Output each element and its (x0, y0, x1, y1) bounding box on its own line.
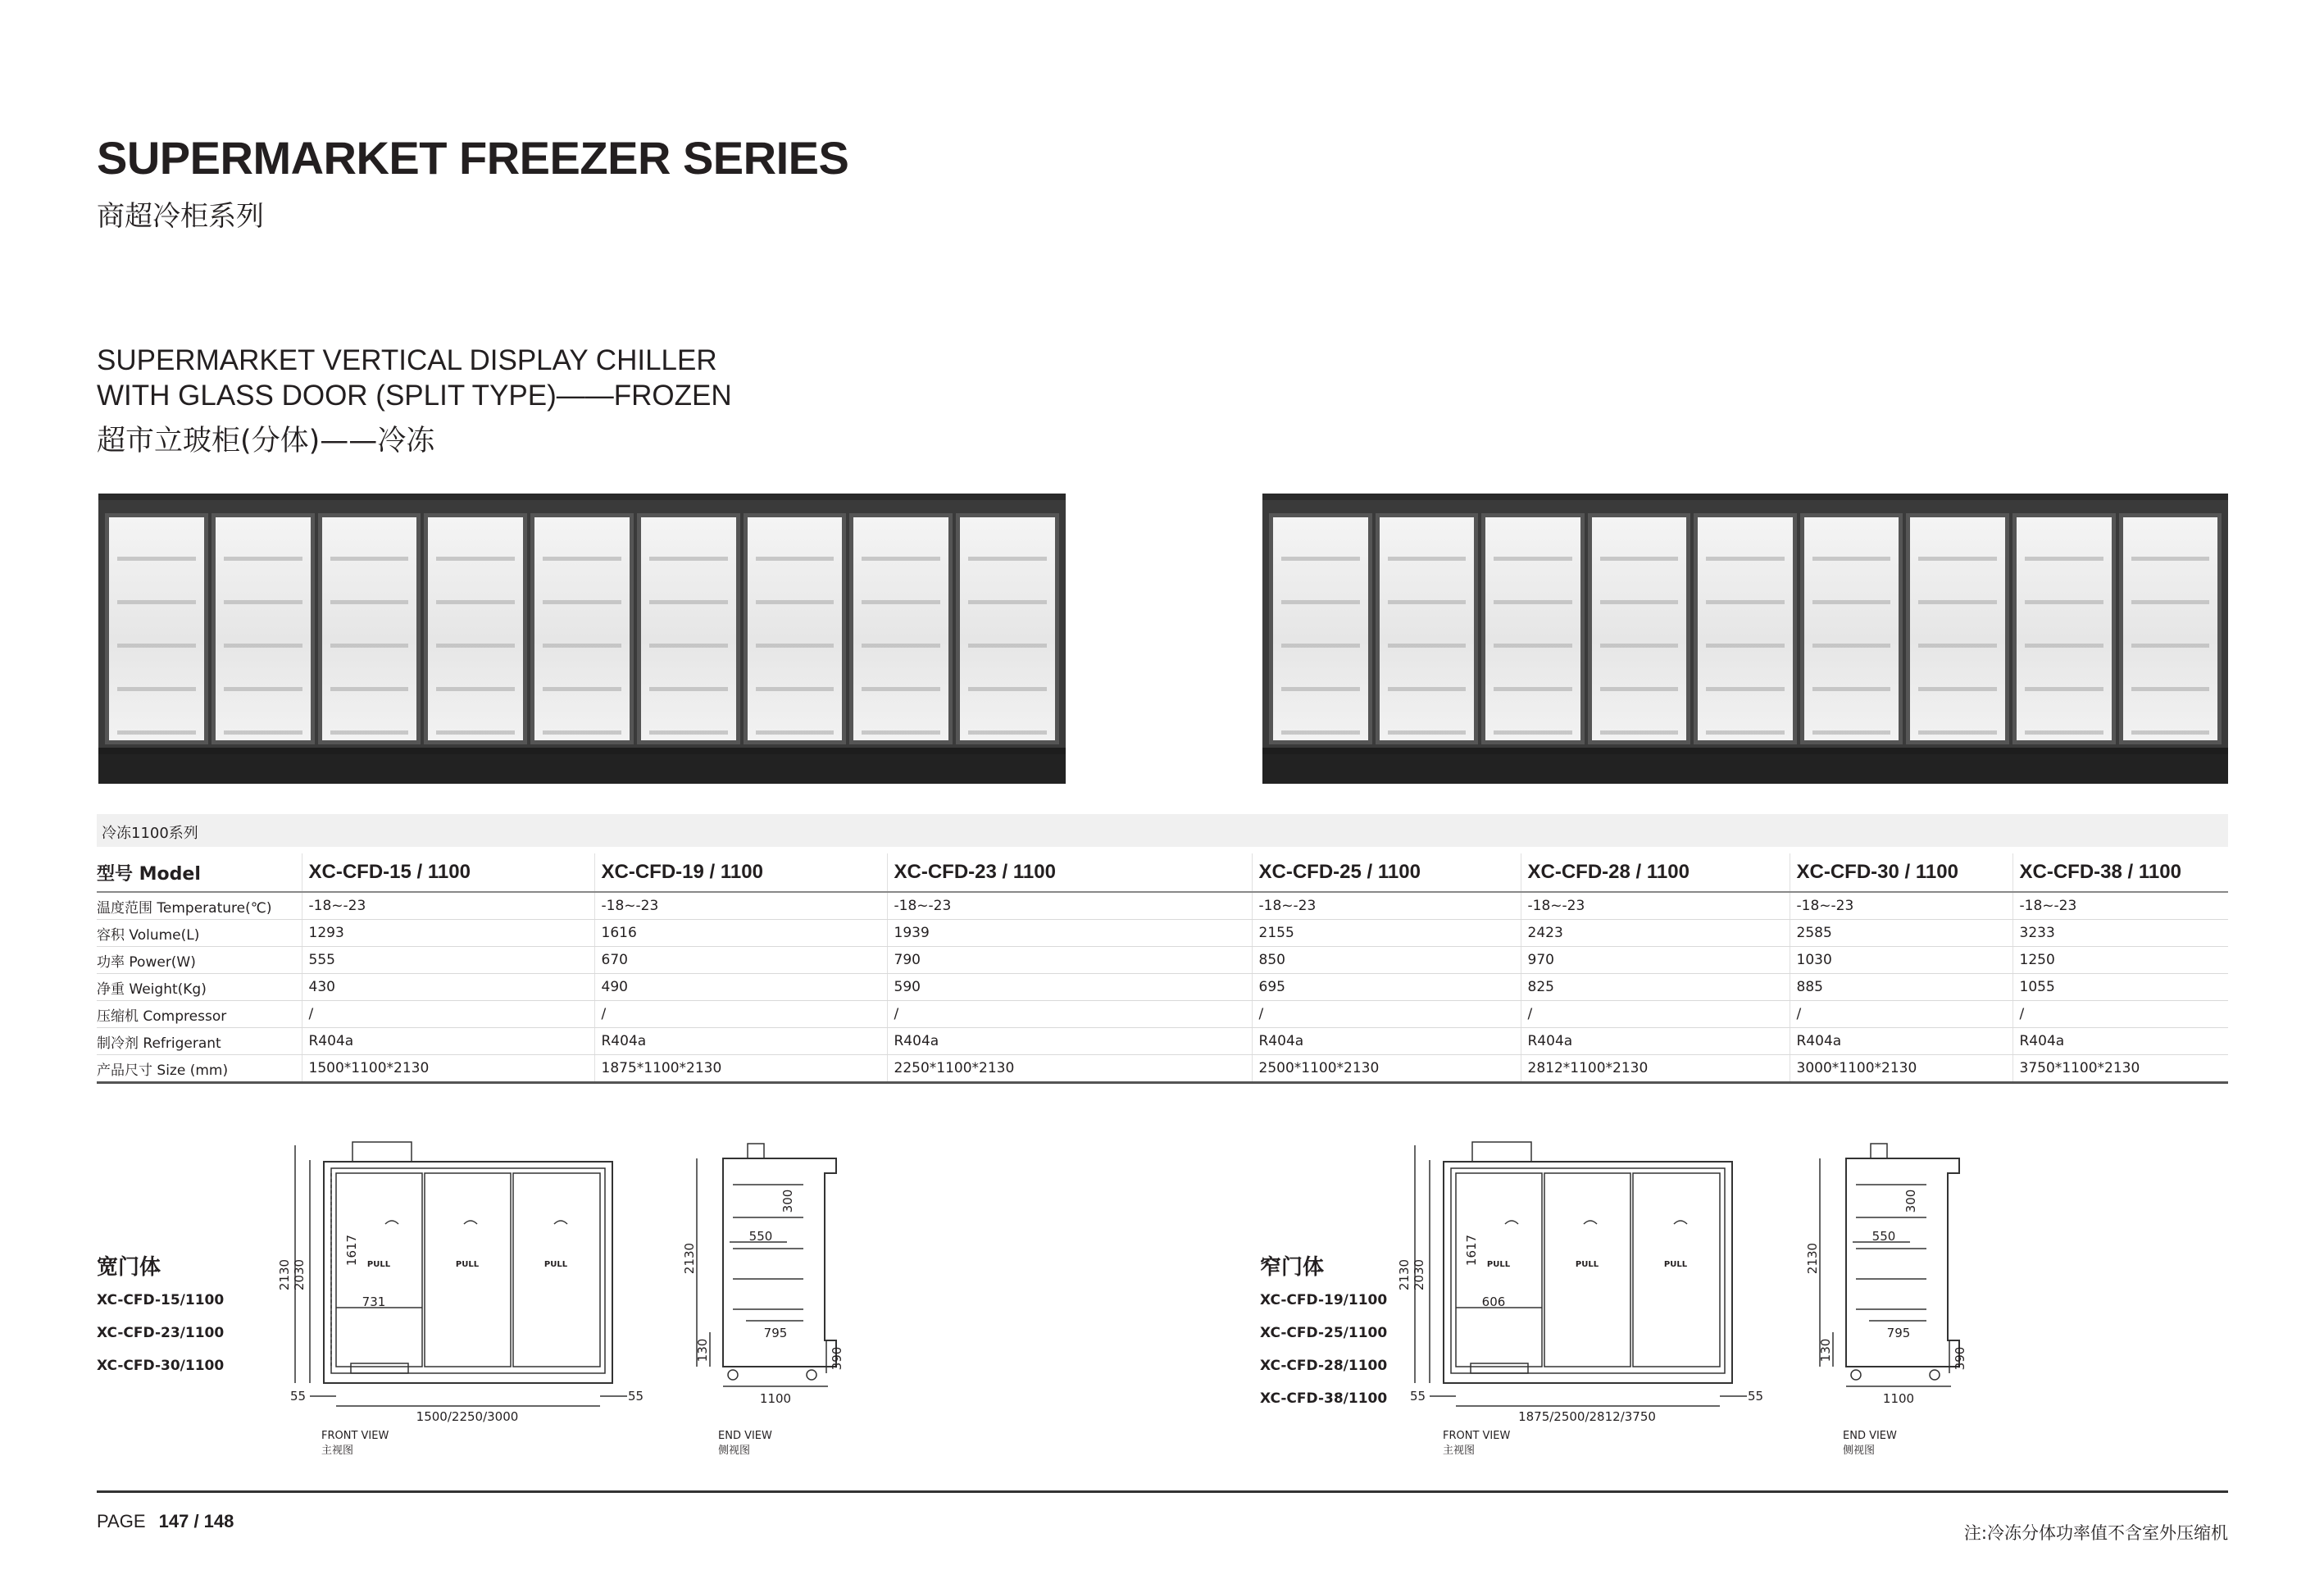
wide-door-model: XC-CFD-23/1100 (97, 1325, 225, 1341)
table-cell: 1055 (2012, 974, 2228, 1001)
table-cell: 1250 (2012, 947, 2228, 974)
front-dim-door-height: 1617 (1464, 1234, 1479, 1267)
table-cell: 850 (1252, 947, 1521, 974)
door-pull-label: PULL (455, 1260, 480, 1269)
wide-door-title: 宽门体 (97, 1255, 161, 1280)
door-pull-label: PULL (366, 1260, 391, 1269)
front-dim-side-right: 55 (1748, 1389, 1764, 1404)
row-label: 制冷剂 Refrigerant (97, 1028, 302, 1055)
narrow-end-view-caption (1843, 1429, 1897, 1458)
refrigerant-row (97, 1028, 2228, 1055)
freezer-base (98, 754, 1066, 784)
end-dim-shelf-gap: 300 (780, 1189, 795, 1213)
door-pull-label: PULL (1663, 1260, 1688, 1269)
glass-door (1800, 513, 1903, 744)
table-cell: / (1521, 1001, 1790, 1028)
table-cell: XC-CFD-38 / 1100 (2012, 853, 2228, 892)
table-cell: -18~-23 (302, 892, 594, 920)
end-dim-base-height: 390 (830, 1346, 844, 1371)
table-cell: 590 (887, 974, 1252, 1001)
glass-door (211, 513, 315, 744)
table-cell: -18~-23 (594, 892, 887, 920)
temperature-row (97, 892, 2228, 920)
table-cell: 2500*1100*2130 (1252, 1055, 1521, 1083)
table-cell: 2250*1100*2130 (887, 1055, 1252, 1083)
door-pull-label: PULL (543, 1260, 568, 1269)
caption-en: FRONT VIEW (1443, 1430, 1511, 1442)
table-cell: 430 (302, 974, 594, 1001)
footer-divider (97, 1490, 2228, 1493)
series-label: 冷冻1100系列 (102, 825, 198, 842)
narrow-door-model: XC-CFD-28/1100 (1260, 1358, 1388, 1374)
caption-cn: 主视图 (1443, 1445, 1476, 1457)
table-cell: 885 (1790, 974, 2012, 1001)
glass-door (1906, 513, 2009, 744)
table-cell: XC-CFD-19 / 1100 (594, 853, 887, 892)
end-dim-base-height: 390 (1953, 1346, 1967, 1371)
end-dim-shelf-depth: 550 (748, 1229, 773, 1244)
table-cell: R404a (1790, 1028, 2012, 1055)
front-dim-door-width: 606 (1481, 1295, 1506, 1309)
front-dim-height-inner: 2030 (292, 1258, 307, 1291)
front-dim-height-outer: 2130 (277, 1258, 292, 1291)
table-cell: 2155 (1252, 920, 1521, 947)
row-label: 容积 Volume(L) (97, 920, 302, 947)
table-cell: R404a (1521, 1028, 1790, 1055)
freezer-photo-left (98, 494, 1066, 784)
table-cell: 790 (887, 947, 1252, 974)
glass-door (1694, 513, 1797, 744)
table-cell: -18~-23 (2012, 892, 2228, 920)
end-dim-depth: 1100 (759, 1391, 792, 1406)
table-cell: / (1252, 1001, 1521, 1028)
table-cell: / (1790, 1001, 2012, 1028)
series-label-bar (97, 814, 2228, 847)
table-cell: 3000*1100*2130 (1790, 1055, 2012, 1083)
page-subtitle: 商超冷柜系列 (97, 200, 264, 233)
table-cell: R404a (1252, 1028, 1521, 1055)
table-cell: XC-CFD-15 / 1100 (302, 853, 594, 892)
end-dim-height: 2130 (682, 1242, 697, 1275)
wide-front-view-drawing (279, 1135, 664, 1422)
wide-door-model: XC-CFD-30/1100 (97, 1358, 225, 1374)
row-label: 净重 Weight(Kg) (97, 974, 302, 1001)
power-row (97, 947, 2228, 974)
table-cell: 670 (594, 947, 887, 974)
wide-door-model: XC-CFD-15/1100 (97, 1292, 225, 1308)
end-dim-base-depth: 795 (1886, 1326, 1911, 1340)
freezer-doors (105, 513, 1059, 744)
page-title: SUPERMARKET FREEZER SERIES (97, 132, 849, 184)
table-cell: 1500*1100*2130 (302, 1055, 594, 1083)
front-dim-height-inner: 2030 (1412, 1258, 1426, 1291)
wide-door-model-list (97, 1284, 224, 1382)
caption-en: END VIEW (1843, 1430, 1897, 1442)
front-dim-side-left: 55 (290, 1389, 307, 1404)
table-cell: -18~-23 (1790, 892, 2012, 920)
row-label: 温度范围 Temperature(℃) (97, 892, 302, 920)
narrow-end-view-drawing (1803, 1135, 1967, 1406)
table-cell: XC-CFD-28 / 1100 (1521, 853, 1790, 892)
table-cell: 3750*1100*2130 (2012, 1055, 2228, 1083)
section-title-line-2: WITH GLASS DOOR (SPLIT TYPE)——FROZEN (97, 380, 732, 412)
glass-door (956, 513, 1059, 744)
size-row (97, 1055, 2228, 1083)
page-number-value: 147 / 148 (158, 1511, 234, 1531)
table-cell: / (302, 1001, 594, 1028)
glass-door (2012, 513, 2116, 744)
row-label: 功率 Power(W) (97, 947, 302, 974)
row-label: 产品尺寸 Size (mm) (97, 1055, 302, 1083)
front-dim-width: 1875/2500/2812/3750 (1518, 1409, 1656, 1424)
narrow-door-title: 窄门体 (1260, 1255, 1325, 1280)
table-cell: 3233 (2012, 920, 2228, 947)
section-subtitle: 超市立玻柜(分体)——冷冻 (97, 425, 435, 457)
wide-end-view-caption (718, 1429, 772, 1458)
end-dim-shelf-gap: 300 (1903, 1189, 1918, 1213)
table-cell: R404a (887, 1028, 1252, 1055)
front-dim-height-outer: 2130 (1397, 1258, 1412, 1291)
table-cell: 1030 (1790, 947, 2012, 974)
freezer-base (1262, 754, 2228, 784)
end-dim-foot: 130 (695, 1338, 710, 1363)
row-label: 压缩机 Compressor (97, 1001, 302, 1028)
row-label: 型号 Model (97, 853, 302, 892)
narrow-door-model: XC-CFD-38/1100 (1260, 1390, 1388, 1407)
front-dim-side-right: 55 (628, 1389, 644, 1404)
caption-cn: 主视图 (321, 1445, 354, 1457)
page-number (97, 1511, 234, 1532)
front-dim-door-width: 731 (362, 1295, 386, 1309)
table-cell: XC-CFD-30 / 1100 (1790, 853, 2012, 892)
glass-door (424, 513, 527, 744)
table-cell: / (594, 1001, 887, 1028)
glass-door (2119, 513, 2222, 744)
end-dim-shelf-depth: 550 (1871, 1229, 1896, 1244)
page-label: PAGE (97, 1511, 146, 1531)
section-title (97, 343, 732, 413)
door-pull-label: PULL (1486, 1260, 1511, 1269)
end-dim-base-depth: 795 (763, 1326, 788, 1340)
glass-door (1269, 513, 1372, 744)
narrow-front-view-caption (1443, 1429, 1510, 1458)
caption-cn: 侧视图 (1843, 1445, 1876, 1457)
table-cell: R404a (594, 1028, 887, 1055)
weight-row (97, 974, 2228, 1001)
door-pull-label: PULL (1575, 1260, 1599, 1269)
table-cell: R404a (302, 1028, 594, 1055)
table-cell: 490 (594, 974, 887, 1001)
glass-door (105, 513, 208, 744)
caption-en: END VIEW (718, 1430, 772, 1442)
table-cell: / (2012, 1001, 2228, 1028)
table-cell: / (887, 1001, 1252, 1028)
table-cell: 2812*1100*2130 (1521, 1055, 1790, 1083)
freezer-photo-right (1262, 494, 2228, 784)
end-dim-depth: 1100 (1882, 1391, 1915, 1406)
table-cell: 695 (1252, 974, 1521, 1001)
glass-door (1376, 513, 1479, 744)
table-cell: 555 (302, 947, 594, 974)
table-cell: 1939 (887, 920, 1252, 947)
table-cell: 2423 (1521, 920, 1790, 947)
table-cell: 1875*1100*2130 (594, 1055, 887, 1083)
section-title-line-1: SUPERMARKET VERTICAL DISPLAY CHILLER (97, 344, 717, 376)
table-cell: -18~-23 (887, 892, 1252, 920)
compressor-row (97, 1001, 2228, 1028)
front-dim-width: 1500/2250/3000 (416, 1409, 519, 1424)
spec-table (97, 853, 2228, 1084)
glass-door (318, 513, 421, 744)
table-cell: 1293 (302, 920, 594, 947)
end-dim-height: 2130 (1805, 1242, 1820, 1275)
table-cell: 1616 (594, 920, 887, 947)
end-dim-foot: 130 (1818, 1338, 1833, 1363)
narrow-door-model-list (1260, 1284, 1387, 1415)
front-dim-door-height: 1617 (344, 1234, 359, 1267)
table-cell: 970 (1521, 947, 1790, 974)
table-cell: 2585 (1790, 920, 2012, 947)
table-cell: 825 (1521, 974, 1790, 1001)
table-cell: XC-CFD-23 / 1100 (887, 853, 1252, 892)
glass-door (1588, 513, 1691, 744)
wide-end-view-drawing (680, 1135, 844, 1406)
front-dim-side-left: 55 (1410, 1389, 1426, 1404)
footnote: 注:冷冻分体功率值不含室外压缩机 (1963, 1523, 2228, 1543)
table-cell: XC-CFD-25 / 1100 (1252, 853, 1521, 892)
table-cell: -18~-23 (1521, 892, 1790, 920)
narrow-door-model: XC-CFD-19/1100 (1260, 1292, 1388, 1308)
glass-door (849, 513, 953, 744)
model-row (97, 853, 2228, 892)
caption-cn: 侧视图 (718, 1445, 751, 1457)
freezer-doors (1269, 513, 2222, 744)
narrow-door-model: XC-CFD-25/1100 (1260, 1325, 1388, 1341)
glass-door (1481, 513, 1585, 744)
table-cell: -18~-23 (1252, 892, 1521, 920)
wide-front-view-caption (321, 1429, 389, 1458)
caption-en: FRONT VIEW (321, 1430, 389, 1442)
table-cell: R404a (2012, 1028, 2228, 1055)
volume-row (97, 920, 2228, 947)
narrow-front-view-drawing (1398, 1135, 1784, 1422)
glass-door (637, 513, 740, 744)
glass-door (530, 513, 634, 744)
glass-door (744, 513, 847, 744)
